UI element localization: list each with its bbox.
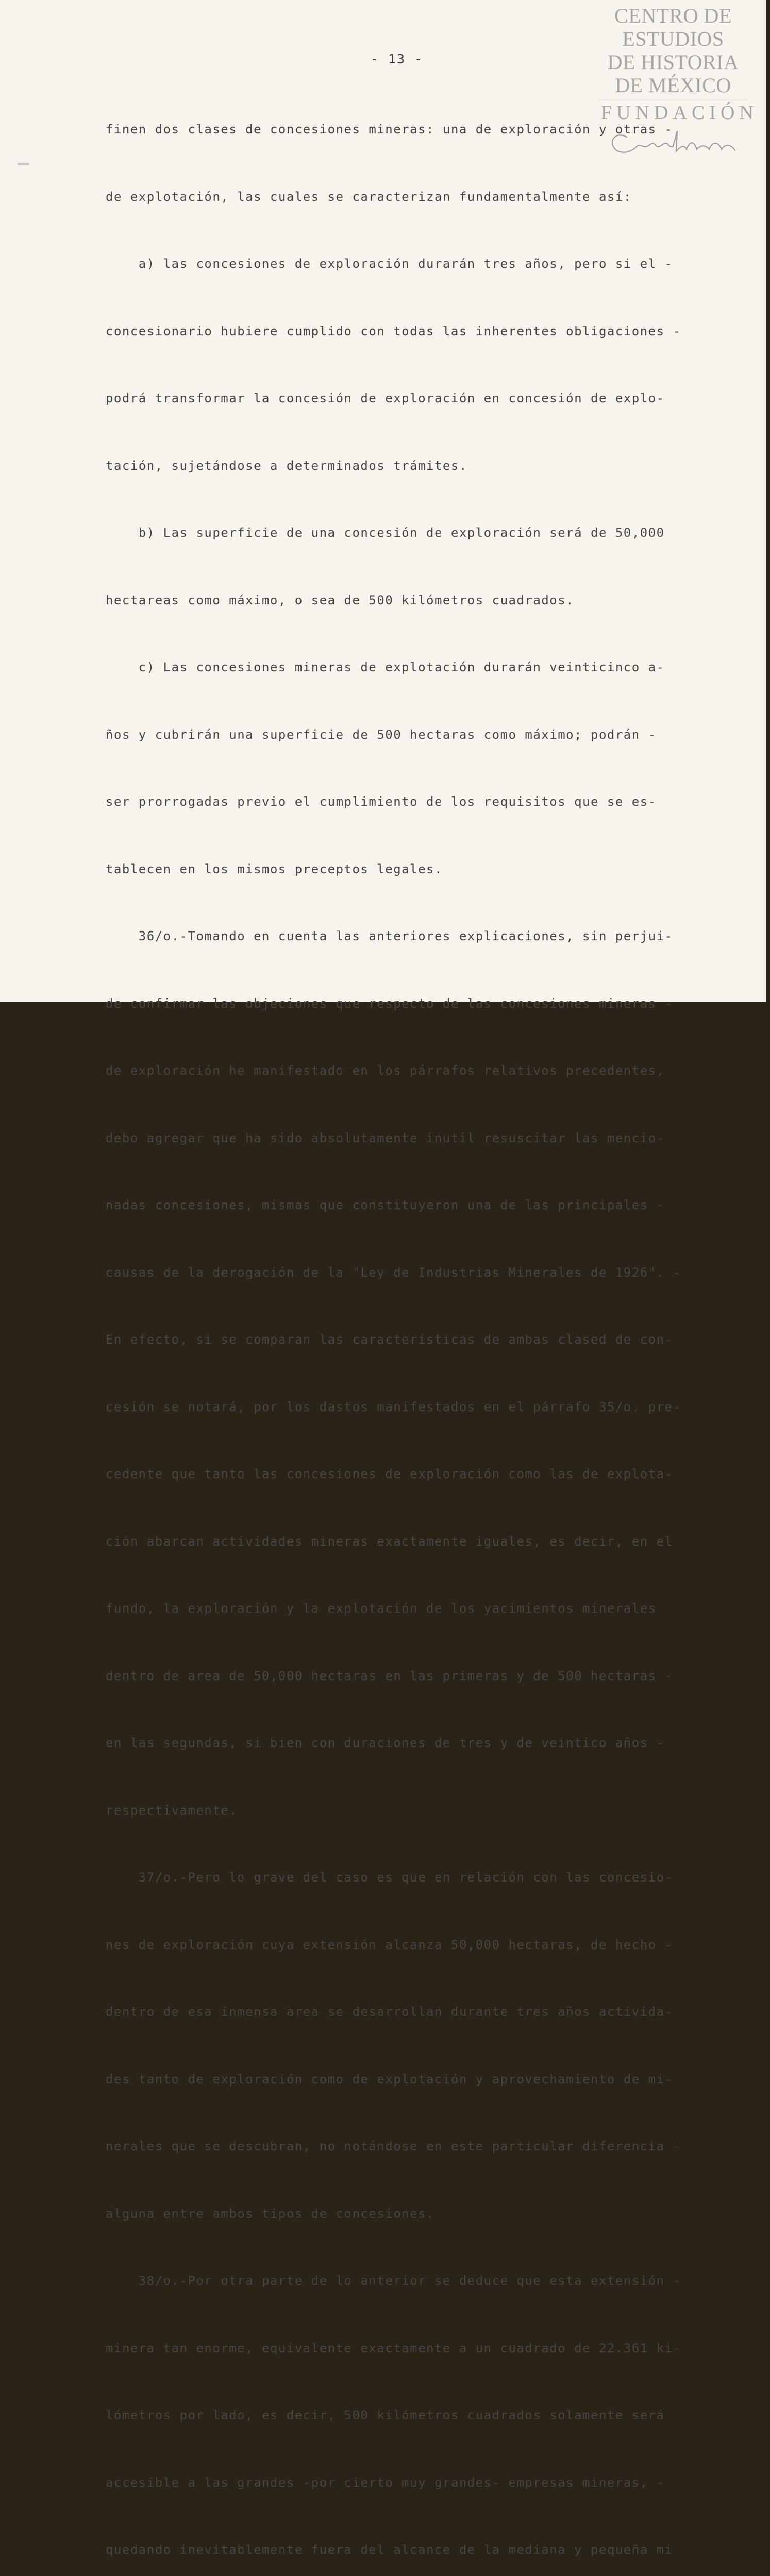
text-line: accesible a las grandes -por cierto muy grandes- empresas mineras, - [106, 2475, 665, 2490]
watermark-line: DE MÉXICO [615, 74, 731, 97]
text-line: hectareas como máximo, o sea de 500 kilómetros cuadrados. [106, 592, 575, 607]
margin-mark [18, 163, 29, 165]
text-line: c) Las concesiones mineras de explotación durarán veinticinco a- [106, 660, 665, 674]
text-line: nadas concesiones, mismas que constituyeron una de las principales - [106, 1198, 665, 1212]
text-line: cesión se notará, por los dastos manifestados en el párrafo 35/o. pre- [106, 1399, 681, 1414]
watermark-line: ESTUDIOS [622, 27, 724, 50]
text-line: nerales que se descubran, no notándose en este particular diferencia - [106, 2139, 681, 2154]
watermark-line: CENTRO DE [614, 4, 732, 27]
text-line: En efecto, si se comparan las características de ambas clased de con- [106, 1332, 673, 1347]
text-line: tablecen en los mismos preceptos legales. [106, 861, 443, 876]
text-line: finen dos clases de concesiones mineras: una de exploración y otras - [106, 122, 673, 137]
text-line: lómetros por lado, es decir, 500 kilómetros cuadrados solamente será [106, 2408, 665, 2422]
text-line: fundo, la exploración y la explotación de los yacimientos minerales [106, 1601, 657, 1616]
text-line: quedando inevitablemente fuera del alcance de la mediana y pequeña mi [106, 2543, 673, 2557]
text-line: 37/o.-Pero lo grave del caso es que en relación con las concesio- [106, 1870, 673, 1885]
text-line: ción abarcan actividades mineras exactamente iguales, es decir, en el [106, 1534, 673, 1549]
text-line: debo agregar que ha sido absolutamente inutil resuscitar las mencio- [106, 1130, 665, 1145]
text-line: dentro de esa inmensa area se desarrollan durante tres años activida- [106, 2005, 673, 2019]
text-line: de confirmar las objeciones que respecto de las concesiones mineras - [106, 996, 673, 1011]
text-line: 38/o.-Por otra parte de lo anterior se deduce que esta extensión - [106, 2274, 681, 2288]
text-line: cedente que tanto las concesiones de exploración como las de explota- [106, 1467, 673, 1481]
text-line: dentro de area de 50,000 hectaras en las primeras y de 500 hectaras - [106, 1668, 673, 1683]
text-line: ser prorrogadas previo el cumplimiento de los requisitos que se es- [106, 794, 657, 809]
text-line: alguna entre ambos tipos de concesiones. [106, 2206, 434, 2221]
text-line: a) las concesiones de exploración durarán tres años, pero si el - [106, 257, 673, 271]
text-line: minera tan enorme, equivalente exactamente a un cuadrado de 22.361 ki- [106, 2341, 681, 2355]
text-line: de exploración he manifestado en los párrafos relativos precedentes, [106, 1063, 665, 1078]
text-line: concesionario hubiere cumplido con todas las inherentes obligaciones - [106, 324, 681, 338]
text-line: causas de la derogación de la "Ley de Industrias Minerales de 1926". - [106, 1265, 681, 1280]
text-line: en las segundas, si bien con duraciones de tres y de veintico años - [106, 1736, 665, 1750]
text-line: ños y cubrirán una superficie de 500 hectaras como máximo; podrán - [106, 727, 657, 742]
text-line: nes de exploración cuya extensión alcanza 50,000 hectaras, de hecho - [106, 1937, 673, 1952]
watermark-line: DE HISTORIA [607, 50, 739, 74]
watermark-foundation: FUNDACIÓN [601, 102, 758, 124]
text-line: b) Las superficie de una concesión de exploración será de 50,000 [106, 526, 665, 540]
body-text [106, 74, 742, 2576]
text-line: podrá transformar la concesión de exploración en concesión de explo- [106, 391, 665, 405]
text-line: des tanto de exploración como de explotación y aprovechamiento de mi- [106, 2072, 673, 2087]
text-line: tación, sujetándose a determinados trámites. [106, 458, 467, 473]
page-number: - 13 - [370, 52, 424, 66]
text-line: de explotación, las cuales se caracterizan fundamentalmente así: [106, 189, 632, 204]
text-line: respectivamente. [106, 1803, 238, 1818]
text-line: 36/o.-Tomando en cuenta las anteriores explicaciones, sin perjui- [106, 929, 673, 943]
